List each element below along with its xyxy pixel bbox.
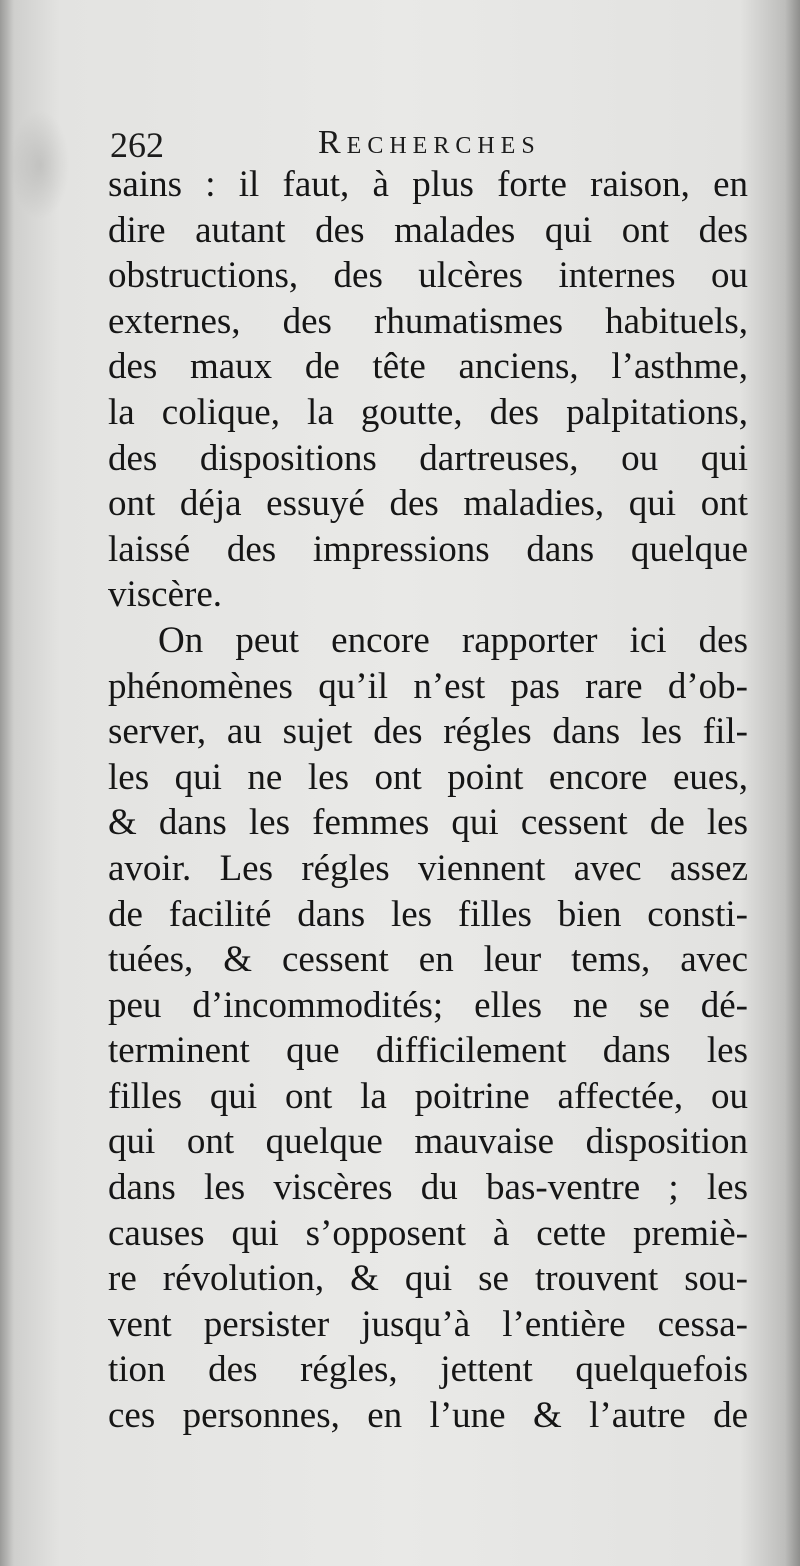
text-line: les qui ne les ont point encore eues, (108, 756, 748, 798)
text-line: tuées, & cessent en leur tems, avec (108, 939, 748, 981)
text-line: re révolution, & qui se trouvent sou- (108, 1258, 748, 1300)
running-head-title: Recherches (318, 124, 541, 161)
text-line: des maux de tête anciens, l’asthme, (108, 346, 748, 388)
text-line: terminent que difficilement dans les (108, 1030, 748, 1072)
text-line: dans les viscères du bas-ventre ; les (108, 1167, 748, 1209)
text-line: vent persister jusqu’à l’entière cessa- (108, 1303, 748, 1345)
text-line: ont déja essuyé des maladies, qui ont (108, 483, 748, 525)
text-line: tion des régles, jettent quelquefois (108, 1349, 748, 1391)
text-line: ces personnes, en l’une & l’autre de (108, 1395, 748, 1437)
text-line: laissé des impressions dans quelque (108, 528, 748, 570)
text-line: peu d’incommodités; elles ne se dé- (108, 984, 748, 1026)
paragraph-start-line: On peut encore rapporter ici des (158, 619, 748, 661)
text-line: phénomènes qu’il n’est pas rare d’ob- (108, 665, 748, 707)
text-line: obstructions, des ulcères internes ou (108, 255, 748, 297)
text-line: filles qui ont la poitrine affectée, ou (108, 1075, 748, 1117)
text-line: sains : il faut, à plus forte raison, en (108, 164, 748, 205)
page-number: 262 (110, 125, 164, 165)
paper-stain (10, 110, 70, 220)
text-line: qui ont quelque mauvaise disposition (108, 1121, 748, 1163)
text-line: des dispositions dartreuses, ou qui (108, 437, 748, 479)
text-line: la colique, la goutte, des palpitations, (108, 391, 748, 433)
paragraph-end-line: viscère. (108, 574, 223, 616)
text-line: causes qui s’opposent à cette premiè- (108, 1212, 748, 1254)
text-line: server, au sujet des régles dans les fil- (108, 711, 748, 753)
body-text (108, 162, 748, 1439)
text-line: externes, des rhumatismes habituels, (108, 300, 748, 342)
text-line: & dans les femmes qui cessent de les (108, 802, 748, 844)
text-line: avoir. Les régles viennent avec assez (108, 847, 748, 889)
text-line: de facilité dans les filles bien consti- (108, 893, 748, 935)
text-line: dire autant des malades qui ont des (108, 209, 748, 251)
